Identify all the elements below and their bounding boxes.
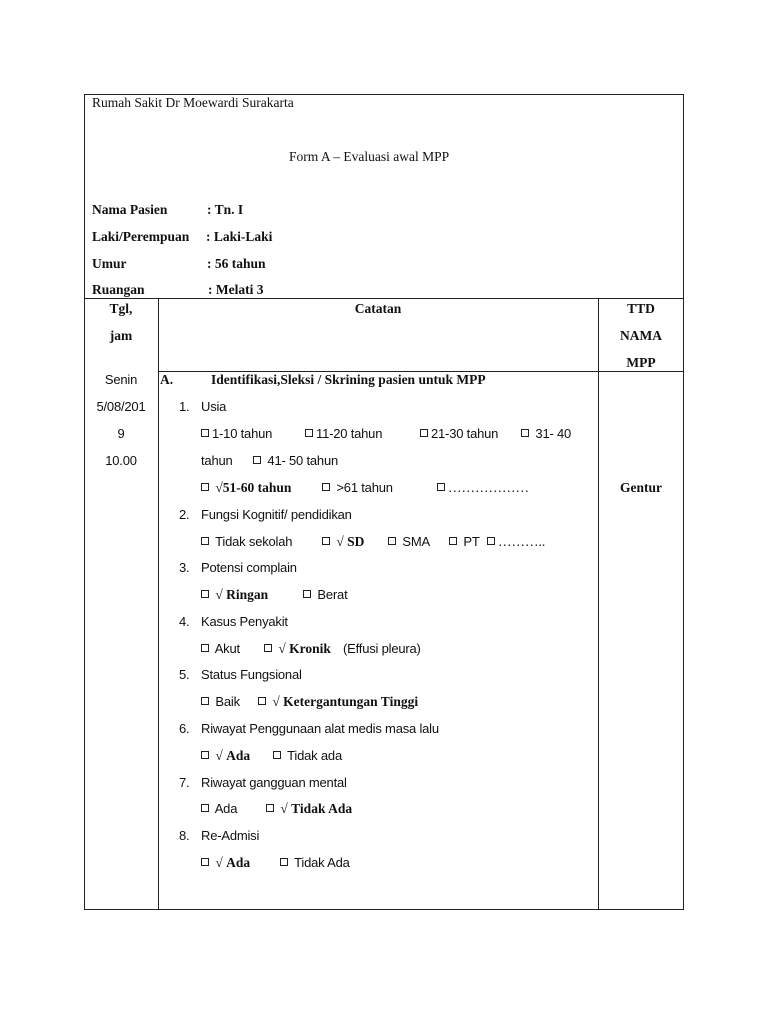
- item-4-option-1: Akut: [201, 641, 240, 657]
- check-mark-icon: √: [272, 694, 280, 709]
- checkbox-icon: [322, 483, 330, 491]
- checkbox-icon: [201, 429, 209, 437]
- check-mark-icon: √: [336, 534, 344, 549]
- check-mark-icon: √: [215, 855, 223, 870]
- item-1-option-8: ………………: [437, 480, 529, 496]
- checkbox-icon: [253, 456, 261, 464]
- checkbox-icon: [201, 697, 209, 705]
- item-5-option-1: Baik: [201, 694, 240, 710]
- check-mark-icon: √: [215, 480, 223, 495]
- item-4-title: Kasus Penyakit: [201, 614, 288, 629]
- patient-value-age: : 56 tahun: [207, 256, 266, 271]
- date-line-2: 5/08/201: [96, 399, 146, 414]
- item-5-number: 5.: [179, 667, 190, 682]
- item-1-option-3: 21-30 tahun: [420, 426, 498, 442]
- checkbox-icon: [449, 537, 457, 545]
- item-2-title: Fungsi Kognitif/ pendidikan: [201, 507, 352, 522]
- item-8-option-1-checked: √ Ada: [201, 855, 250, 871]
- checkbox-icon: [420, 429, 428, 437]
- col-header-sign-1: TTD: [627, 301, 655, 316]
- check-mark-icon: √: [278, 641, 286, 656]
- checkbox-icon: [322, 537, 330, 545]
- item-2-option-5: ………..: [487, 534, 545, 550]
- item-6-option-1-checked: √ Ada: [201, 748, 250, 764]
- checkbox-icon: [258, 697, 266, 705]
- item-5-option-2-checked: √ Ketergantungan Tinggi: [258, 694, 418, 710]
- patient-label-room: Ruangan: [92, 282, 145, 297]
- checkbox-icon: [305, 429, 313, 437]
- checkbox-icon: [201, 483, 209, 491]
- hospital-name: Rumah Sakit Dr Moewardi Surakarta: [92, 95, 294, 110]
- item-1-option-7: >61 tahun: [322, 480, 393, 496]
- checkbox-icon: [280, 858, 288, 866]
- patient-label-name: Nama Pasien: [92, 202, 168, 217]
- section-title: Identifikasi,Sleksi / Skrining pasien untuk MPP: [211, 372, 486, 387]
- item-3-option-2: Berat: [303, 587, 347, 603]
- col-header-date-2: jam: [109, 328, 133, 343]
- date-line-1: Senin: [104, 372, 138, 387]
- checkbox-icon: [201, 751, 209, 759]
- form-frame: [84, 94, 684, 910]
- item-1-title: Usia: [201, 399, 227, 414]
- item-2-option-3: SMA: [388, 534, 430, 550]
- checkbox-icon: [201, 644, 209, 652]
- checkbox-icon: [388, 537, 396, 545]
- item-7-option-1: Ada: [201, 801, 237, 817]
- item-7-number: 7.: [179, 775, 190, 790]
- section-letter: A.: [160, 372, 174, 387]
- item-3-option-1-checked: √ Ringan: [201, 587, 268, 603]
- checkbox-icon: [521, 429, 529, 437]
- checkbox-icon: [201, 590, 209, 598]
- item-1-option-6-checked: √51-60 tahun: [201, 480, 291, 496]
- item-7-title: Riwayat gangguan mental: [201, 775, 347, 790]
- item-1-number: 1.: [179, 399, 190, 414]
- item-8-title: Re-Admisi: [201, 828, 260, 843]
- patient-value-sex: : Laki-Laki: [206, 229, 273, 244]
- item-3-title: Potensi complain: [201, 560, 297, 575]
- item-2-option-4: PT: [449, 534, 480, 550]
- check-mark-icon: √: [215, 748, 223, 763]
- item-6-number: 6.: [179, 721, 190, 736]
- check-mark-icon: √: [215, 587, 223, 602]
- patient-value-room: : Melati 3: [208, 282, 264, 297]
- item-6-option-2: Tidak ada: [273, 748, 342, 764]
- date-line-4: 10.00: [105, 453, 137, 468]
- checkbox-icon: [266, 804, 274, 812]
- item-7-option-2-checked: √ Tidak Ada: [266, 801, 352, 817]
- col-header-sign-3: MPP: [626, 355, 656, 370]
- col-header-date-1: Tgl,: [109, 301, 133, 316]
- patient-label-sex: Laki/Perempuan: [92, 229, 190, 244]
- form-title: Form A – Evaluasi awal MPP: [289, 149, 450, 164]
- item-8-option-2: Tidak Ada: [280, 855, 350, 871]
- checkbox-icon: [264, 644, 272, 652]
- col-header-sign-2: NAMA: [620, 328, 662, 343]
- table-top-line: [84, 298, 684, 299]
- item-2-option-2-checked: √ SD: [322, 534, 364, 550]
- patient-label-age: Umur: [92, 256, 127, 271]
- item-1-option-4-cont: tahun: [201, 453, 233, 468]
- col-divider-2: [598, 298, 599, 910]
- item-1-option-5: 41- 50 tahun: [253, 453, 338, 469]
- patient-value-name: : Tn. I: [207, 202, 244, 217]
- signature-name: Gentur: [620, 480, 662, 495]
- item-2-number: 2.: [179, 507, 190, 522]
- checkbox-icon: [273, 751, 281, 759]
- item-1-option-1: 1-10 tahun: [201, 426, 272, 442]
- check-mark-icon: √: [280, 801, 288, 816]
- col-header-notes: Catatan: [354, 301, 402, 316]
- item-4-option-2-checked: √ Kronik: [264, 641, 331, 657]
- checkbox-icon: [303, 590, 311, 598]
- checkbox-icon: [437, 483, 445, 491]
- checkbox-icon: [487, 537, 495, 545]
- item-8-number: 8.: [179, 828, 190, 843]
- item-3-number: 3.: [179, 560, 190, 575]
- date-line-3: 9: [117, 426, 125, 441]
- checkbox-icon: [201, 858, 209, 866]
- item-1-option-4: 31- 40: [521, 426, 571, 442]
- item-6-title: Riwayat Penggunaan alat medis masa lalu: [201, 721, 439, 736]
- checkbox-icon: [201, 804, 209, 812]
- item-2-option-1: Tidak sekolah: [201, 534, 292, 550]
- item-1-option-2: 11-20 tahun: [305, 426, 382, 442]
- item-5-title: Status Fungsional: [201, 667, 302, 682]
- item-4-option-2-note: (Effusi pleura): [343, 641, 421, 656]
- checkbox-icon: [201, 537, 209, 545]
- col-divider-1: [158, 298, 159, 910]
- item-4-number: 4.: [179, 614, 190, 629]
